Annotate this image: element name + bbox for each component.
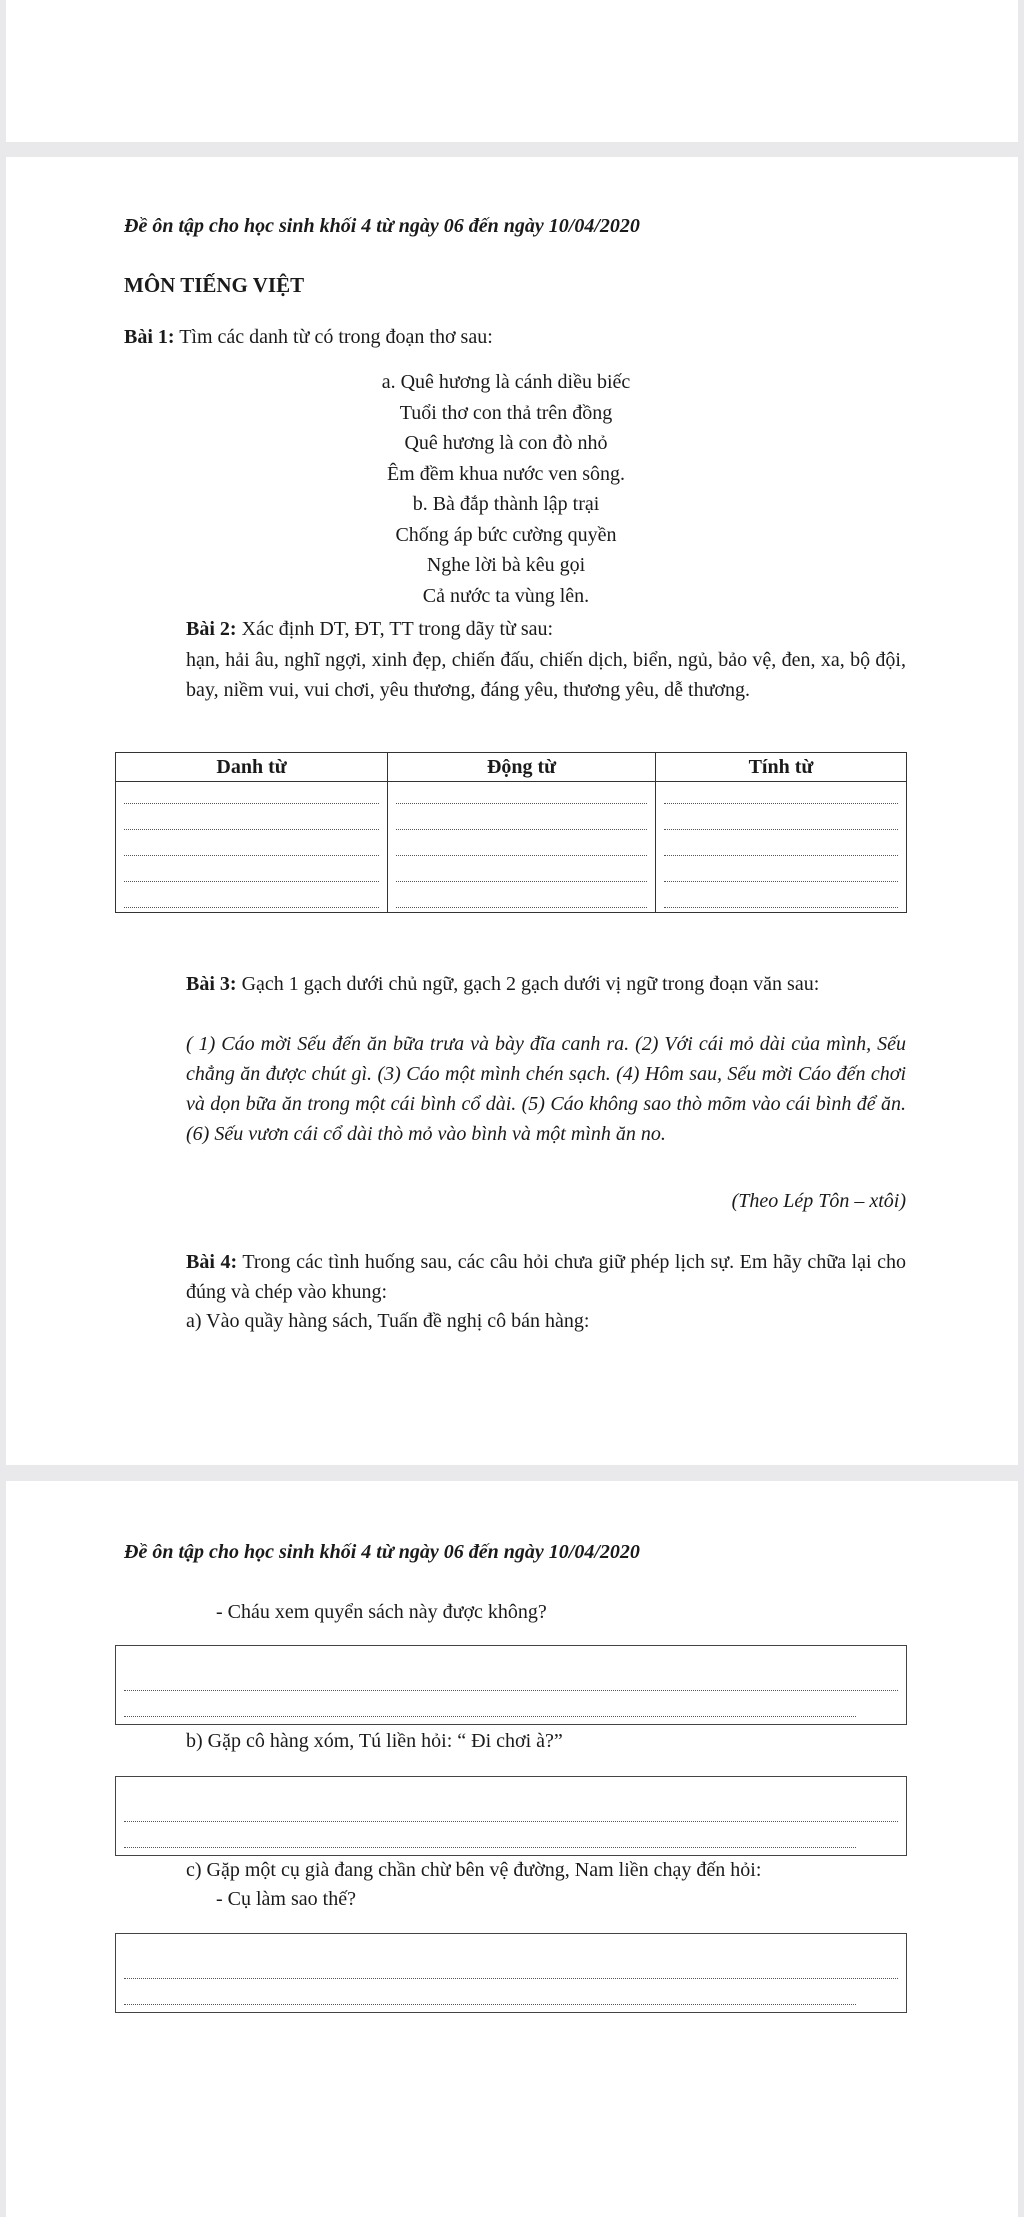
poem-line: Quê hương là con đò nhỏ [404, 432, 608, 454]
answer-cell[interactable] [116, 834, 388, 860]
table-row [116, 808, 907, 834]
poem-line: Cả nước ta vùng lên. [422, 584, 590, 607]
table-row [116, 860, 907, 886]
answer-cell[interactable] [655, 886, 906, 913]
quote-c: - Cụ làm sao thế? [216, 1888, 356, 1910]
answer-cell[interactable] [388, 860, 656, 886]
bai4-item-b: b) Gặp cô hàng xóm, Tú liền hỏi: “ Đi chơi à?” [186, 1730, 563, 1752]
answer-cell[interactable] [388, 782, 656, 809]
bai3-passage: ( 1) Cáo mời Sếu đến ăn bữa trưa và bày đĩa canh ra. (2) Với cái mỏ dài của mình, Sếu chẳng ăn được chút gì. (3) Cáo một mình chén sạch. (4) Hôm sau, Sếu mời Cáo đến chơi và dọn bữa ăn trong một cái bình cổ dài. (5) Cáo không sao thò mõm vào cái bình để ăn. (6) Sếu vươn cái cổ dài thò mỏ vào bình và một mình ăn no. [186, 1033, 906, 1145]
classification-table [115, 752, 907, 913]
bai4-item-a: a) Vào quầy hàng sách, Tuấn đề nghị cô bán hàng: [186, 1310, 590, 1332]
poem-line: Nghe lời bà kêu gọi [426, 554, 586, 576]
bai2-text: Xác định DT, ĐT, TT trong dãy từ sau: [241, 618, 554, 640]
answer-cell[interactable] [116, 808, 388, 834]
answer-cell[interactable] [388, 834, 656, 860]
poem-line: Êm đềm khua nước ven sông. [386, 462, 626, 485]
table-row [116, 782, 907, 809]
quote-a: - Cháu xem quyển sách này được không? [216, 1601, 547, 1623]
bai4-label: Bài 4: [186, 1251, 238, 1273]
page-title: Đề ôn tập cho học sinh khối 4 từ ngày 06 đến ngày 10/04/2020 [124, 215, 640, 237]
bai3-label: Bài 3: [186, 973, 237, 995]
column-header-dong-tu: Động từ [388, 753, 656, 782]
bai3-prompt [186, 969, 906, 999]
answer-cell[interactable] [655, 860, 906, 886]
page-previous-bottom [6, 0, 1018, 142]
answer-cell[interactable] [655, 782, 906, 809]
answer-box-b[interactable] [115, 1776, 907, 1856]
answer-cell[interactable] [388, 808, 656, 834]
page-title-repeat: Đề ôn tập cho học sinh khối 4 từ ngày 06 đến ngày 10/04/2020 [124, 1541, 640, 1563]
answer-box-c[interactable] [115, 1933, 907, 2013]
poem [256, 367, 756, 611]
answer-cell[interactable] [655, 808, 906, 834]
answer-cell[interactable] [655, 834, 906, 860]
bai4-text: Trong các tình huống sau, các câu hỏi chưa giữ phép lịch sự. Em hãy chữa lại cho đúng và chép vào khung: [186, 1251, 906, 1303]
answer-cell[interactable] [116, 782, 388, 809]
bai4-item-c: c) Gặp một cụ già đang chần chừ bên vệ đường, Nam liền chạy đến hỏi: [186, 1859, 762, 1881]
poem-line: Chống áp bức cường quyền [395, 523, 617, 546]
bai4-prompt [186, 1247, 906, 1307]
bai3-source: (Theo Lép Tôn – xtôi) [731, 1190, 906, 1212]
column-header-danh-tu: Danh từ [116, 753, 388, 782]
bai1-text: Tìm các danh từ có trong đoạn thơ sau: [179, 326, 493, 348]
subject-heading: MÔN TIẾNG VIỆT [124, 273, 305, 297]
poem-line: a. Quê hương là cánh diều biếc [381, 371, 631, 393]
bai3-text: Gạch 1 gạch dưới chủ ngữ, gạch 2 gạch dưới vị ngữ trong đoạn văn sau: [241, 973, 820, 995]
poem-line: b. Bà đắp thành lập trại [412, 493, 600, 515]
answer-cell[interactable] [388, 886, 656, 913]
column-header-tinh-tu: Tính từ [655, 753, 906, 782]
document-page-1 [6, 157, 1018, 1465]
answer-box-a[interactable] [115, 1645, 907, 1725]
bai2-prompt [186, 615, 553, 643]
bai2-word-list: hạn, hải âu, nghĩ ngợi, xinh đẹp, chiến đấu, chiến dịch, biển, ngủ, bảo vệ, đen, xa, bộ đội, bay, niềm vui, vui chơi, yêu thương, đáng yêu, thương yêu, dễ thương. [186, 649, 906, 701]
bai1-label: Bài 1: [124, 326, 175, 348]
document-page-2 [6, 1481, 1018, 2217]
table-row [116, 886, 907, 913]
bai1-prompt [124, 323, 493, 351]
poem-line: Tuổi thơ con thả trên đồng [399, 401, 613, 424]
answer-cell[interactable] [116, 886, 388, 913]
answer-cell[interactable] [116, 860, 388, 886]
bai2-label: Bài 2: [186, 618, 237, 640]
table-row [116, 834, 907, 860]
